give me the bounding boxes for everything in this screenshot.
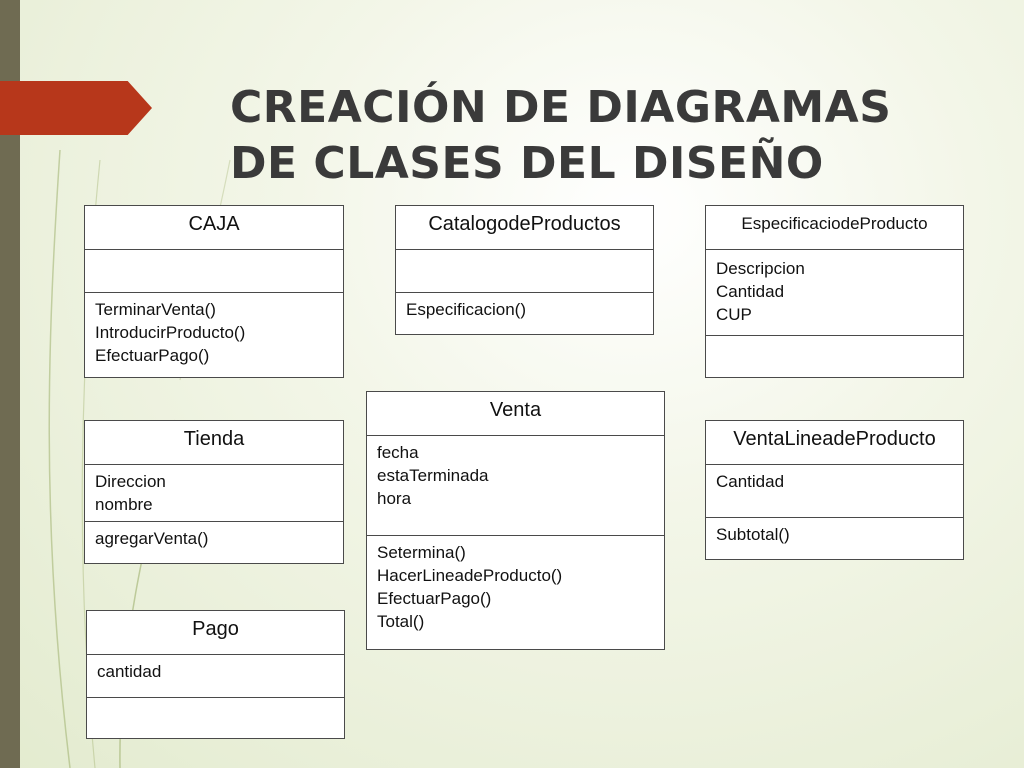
class-box-pago [86,610,345,739]
class-attribute: estaTerminada [377,466,489,485]
class-attribute: hora [377,489,412,508]
class-box-venta-linea-producto [705,420,964,560]
class-method: Total() [377,612,425,631]
class-name: Tienda [85,421,343,465]
class-method: Setermina() [377,543,466,562]
class-methods [367,536,664,649]
class-method: Especificacion() [406,300,526,319]
class-attributes [367,436,664,536]
class-method: IntroducirProducto() [95,323,246,342]
class-name: CatalogodeProductos [396,206,653,250]
class-attributes [87,655,344,698]
class-box-caja [84,205,344,378]
class-attribute: Direccion [95,472,166,491]
class-box-especificacion-producto [705,205,964,378]
class-methods [85,522,343,563]
class-methods [85,293,343,377]
class-methods [396,293,653,334]
class-method: TerminarVenta() [95,300,216,319]
class-methods [706,336,963,377]
class-attribute: fecha [377,443,419,462]
class-attributes [706,250,963,336]
class-name: EspecificaciodeProducto [706,206,963,250]
class-method: EfectuarPago() [95,346,210,365]
class-methods [87,698,344,738]
class-method: agregarVenta() [95,529,209,548]
class-attribute: Cantidad [716,472,785,491]
class-attributes [396,250,653,293]
class-attributes [706,465,963,518]
title-accent-arrow [0,81,152,135]
class-attributes [85,250,343,293]
decorative-stem-line [49,150,70,768]
class-method: HacerLineadeProducto() [377,566,563,585]
class-name: Venta [367,392,664,436]
class-method: Subtotal() [716,525,790,544]
class-box-venta [366,391,665,650]
class-attribute: cantidad [97,662,162,681]
class-attribute: Cantidad [716,282,785,301]
class-attributes [85,465,343,522]
slide-title [230,80,891,192]
class-attribute: Descripcion [716,259,805,278]
class-box-catalogo-productos [395,205,654,335]
class-method: EfectuarPago() [377,589,492,608]
class-name: CAJA [85,206,343,250]
class-box-tienda [84,420,344,564]
slide-title-line: CREACIÓN DE DIAGRAMAS [230,82,892,133]
class-attribute: nombre [95,495,153,514]
slide-title-line: DE CLASES DEL DISEÑO [230,138,824,189]
class-name: Pago [87,611,344,655]
class-methods [706,518,963,559]
class-attribute: CUP [716,305,752,324]
class-name: VentaLineadeProducto [706,421,963,465]
